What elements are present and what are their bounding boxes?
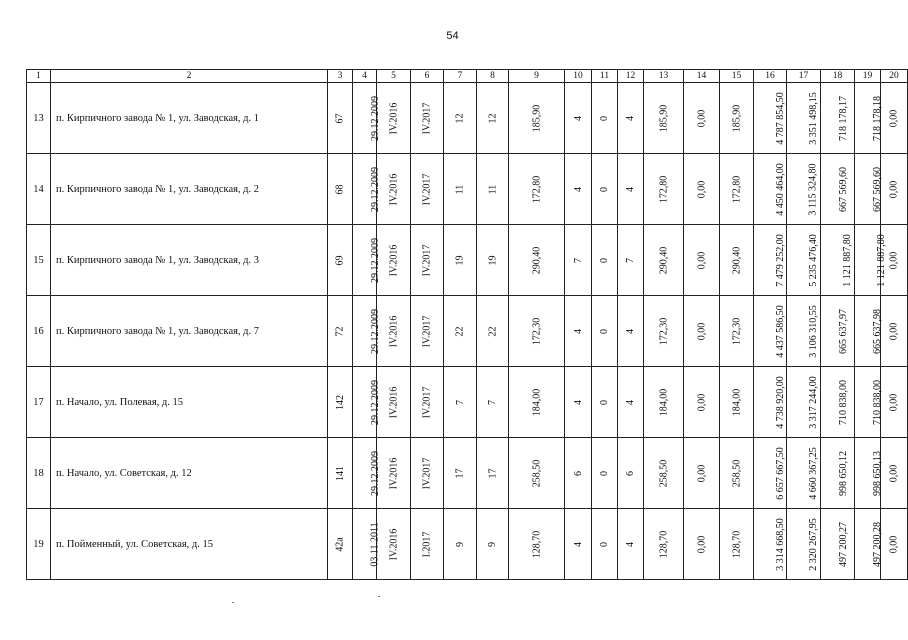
table-cell	[509, 83, 565, 154]
cell-value: 29.12.2009	[370, 450, 381, 496]
table-cell	[644, 296, 684, 367]
cell-value: 29.12.2009	[370, 379, 381, 425]
table-cell	[328, 296, 353, 367]
table-cell	[787, 225, 821, 296]
cell-value: 0,00	[888, 251, 900, 269]
cell-value: IV.2017	[421, 102, 433, 134]
table-row	[27, 438, 908, 509]
table-cell	[618, 83, 644, 154]
table-row	[27, 225, 908, 296]
table-cell	[855, 509, 881, 580]
table-cell	[377, 225, 411, 296]
column-header: 1	[27, 70, 51, 83]
table-cell: п. Кирпичного завода № 1, ул. Заводская, д. 2	[51, 154, 328, 225]
table-cell	[684, 83, 720, 154]
cell-value: IV.2017	[421, 244, 433, 276]
cell-value: 128,70	[731, 530, 742, 558]
table-cell	[477, 438, 509, 509]
cell-value: 7 479 252,00	[774, 233, 786, 287]
cell-value: 42а	[334, 536, 346, 552]
table-cell	[411, 296, 444, 367]
table-cell	[353, 225, 381, 296]
cell-value: 03.11.2011	[369, 521, 381, 567]
cell-value: 29.12.2009	[370, 308, 381, 354]
cell-value: 4	[572, 186, 584, 192]
cell-value: 4	[572, 541, 584, 547]
column-header: 11	[592, 70, 618, 83]
table-cell	[328, 154, 353, 225]
cell-value: 4	[572, 399, 584, 405]
table-cell	[720, 83, 754, 154]
column-header: 13	[644, 70, 684, 83]
table-cell	[377, 438, 411, 509]
table-cell	[821, 438, 855, 509]
table-cell	[444, 509, 477, 580]
cell-value: 4 787 854,50	[774, 91, 786, 145]
cell-value: 0,00	[696, 535, 707, 553]
cell-value: 6	[625, 470, 636, 476]
cell-value: 185,90	[531, 104, 542, 132]
cell-value: 718 178,17	[838, 95, 849, 141]
table-cell	[821, 154, 855, 225]
table-cell	[592, 367, 618, 438]
cell-value: 667 569,60	[838, 166, 849, 212]
table-cell	[644, 509, 684, 580]
table-cell	[509, 509, 565, 580]
table-cell	[509, 367, 565, 438]
cell-value: 4	[625, 115, 636, 121]
cell-value: 185,90	[731, 104, 742, 132]
table-cell	[565, 154, 592, 225]
cell-value: 0,00	[696, 109, 707, 127]
table-cell	[754, 83, 787, 154]
table-cell	[881, 367, 908, 438]
table-cell	[881, 83, 908, 154]
cell-value: 0	[599, 186, 610, 192]
scan-speck	[232, 602, 234, 603]
header-row	[27, 70, 908, 83]
cell-value: 128,70	[658, 530, 669, 558]
table-cell	[509, 225, 565, 296]
table-cell	[720, 509, 754, 580]
cell-value: 172,80	[531, 175, 542, 203]
table-row	[27, 83, 908, 154]
table-cell	[720, 367, 754, 438]
table-cell	[328, 438, 353, 509]
column-header: 6	[411, 70, 444, 83]
table-cell	[565, 438, 592, 509]
cell-value: 0,00	[888, 464, 900, 482]
table-cell	[684, 438, 720, 509]
table-cell	[684, 296, 720, 367]
table-cell	[720, 438, 754, 509]
table-cell	[618, 509, 644, 580]
cell-value: 184,00	[531, 388, 542, 416]
cell-value: 4	[625, 186, 636, 192]
cell-value: 172,30	[731, 317, 742, 345]
cell-value: 22	[487, 326, 498, 336]
table-cell	[565, 509, 592, 580]
table-cell	[855, 83, 881, 154]
table-cell	[855, 296, 881, 367]
cell-value: IV.2017	[421, 315, 433, 347]
table-cell	[644, 367, 684, 438]
cell-value: IV.2016	[387, 457, 399, 489]
cell-value: 0,00	[888, 109, 900, 127]
column-header: 9	[509, 70, 565, 83]
table-cell	[477, 154, 509, 225]
cell-value: 0,00	[696, 393, 707, 411]
cell-value: 0,00	[888, 322, 900, 340]
scan-speck	[378, 596, 380, 597]
table-cell	[754, 296, 787, 367]
table-cell	[411, 509, 444, 580]
cell-value: 497 200,28	[872, 521, 883, 567]
cell-value: 184,00	[658, 388, 669, 416]
cell-value: 0,00	[888, 535, 900, 553]
table-cell: п. Начало, ул. Советская, д. 12	[51, 438, 328, 509]
table-cell	[754, 225, 787, 296]
cell-value: I.2017	[421, 531, 433, 557]
table-cell	[787, 367, 821, 438]
table-cell	[411, 438, 444, 509]
table-cell	[787, 438, 821, 509]
table-cell	[592, 154, 618, 225]
column-header: 17	[787, 70, 821, 83]
table-cell: 13	[27, 83, 51, 154]
table-cell	[644, 154, 684, 225]
cell-value: 290,40	[731, 246, 742, 274]
cell-value: 998 650,13	[872, 450, 883, 496]
cell-value: 4	[572, 115, 584, 121]
cell-value: 184,00	[731, 388, 742, 416]
table-cell	[821, 296, 855, 367]
cell-value: 0	[599, 328, 610, 334]
table-cell	[444, 225, 477, 296]
cell-value: IV.2016	[387, 315, 399, 347]
table-cell	[618, 296, 644, 367]
cell-value: 72	[334, 326, 346, 336]
column-header: 16	[754, 70, 787, 83]
table-cell	[881, 509, 908, 580]
column-header: 8	[477, 70, 509, 83]
table-cell	[565, 367, 592, 438]
table-cell	[377, 154, 411, 225]
cell-value: 258,50	[658, 459, 669, 487]
cell-value: 667 569,60	[872, 166, 883, 212]
cell-value: 4	[625, 399, 636, 405]
table-cell	[411, 225, 444, 296]
table-cell: п. Начало, ул. Полевая, д. 15	[51, 367, 328, 438]
cell-value: 9	[487, 541, 498, 547]
cell-value: 4	[572, 328, 584, 334]
table-cell	[644, 83, 684, 154]
table-cell	[377, 296, 411, 367]
column-header: 20	[881, 70, 908, 83]
table-cell	[565, 225, 592, 296]
table-cell	[821, 83, 855, 154]
cell-value: 141	[334, 465, 346, 481]
table-cell	[477, 83, 509, 154]
data-table	[26, 69, 908, 580]
table-cell	[353, 83, 381, 154]
page-number: 54	[446, 30, 459, 42]
cell-value: 7	[572, 257, 584, 263]
table-cell	[787, 154, 821, 225]
cell-value: 4	[625, 541, 636, 547]
table-cell	[565, 83, 592, 154]
cell-value: 710 838,00	[838, 379, 849, 425]
table-cell: 14	[27, 154, 51, 225]
cell-value: 0	[599, 115, 610, 121]
cell-value: 11	[486, 184, 498, 194]
cell-value: 172,80	[658, 175, 669, 203]
table-cell	[411, 367, 444, 438]
cell-value: IV.2017	[421, 386, 433, 418]
cell-value: 0,00	[888, 180, 900, 198]
cell-value: IV.2017	[421, 173, 433, 205]
cell-value: 6 657 667,50	[774, 446, 786, 500]
column-header: 2	[51, 70, 328, 83]
cell-value: 998 650,12	[838, 450, 849, 496]
table-cell	[754, 367, 787, 438]
cell-value: 19	[487, 255, 498, 265]
table-cell	[787, 83, 821, 154]
table-cell	[684, 154, 720, 225]
cell-value: 4 450 464,00	[774, 162, 786, 216]
table-cell	[618, 154, 644, 225]
table-cell	[328, 367, 353, 438]
table-cell	[821, 225, 855, 296]
table-cell	[821, 509, 855, 580]
table-cell	[509, 154, 565, 225]
table-cell	[787, 509, 821, 580]
table-cell	[720, 225, 754, 296]
cell-value: 0,00	[888, 393, 900, 411]
table-cell	[618, 367, 644, 438]
cell-value: 665 637,97	[838, 308, 849, 354]
cell-value: 1 121 887,80	[875, 233, 887, 287]
cell-value: 29.12.2009	[370, 95, 381, 141]
cell-value: 12	[487, 113, 498, 123]
cell-value: 29.12.2009	[370, 237, 381, 283]
cell-value: IV.2016	[387, 528, 399, 560]
cell-value: 497 200,27	[838, 521, 849, 567]
column-header: 15	[720, 70, 754, 83]
cell-value: 3 106 310,55	[807, 304, 819, 358]
table-row	[27, 367, 908, 438]
table-cell	[881, 296, 908, 367]
table-cell	[684, 225, 720, 296]
cell-value: 0	[599, 470, 610, 476]
cell-value: 22	[454, 326, 466, 336]
table-cell	[592, 438, 618, 509]
table-cell	[684, 509, 720, 580]
table-cell	[881, 438, 908, 509]
table-cell: п. Пойменный, ул. Советская, д. 15	[51, 509, 328, 580]
table-cell	[787, 296, 821, 367]
cell-value: 19	[454, 255, 466, 265]
column-header: 4	[353, 70, 377, 83]
table-cell	[618, 225, 644, 296]
cell-value: 290,40	[531, 246, 542, 274]
table-cell	[684, 367, 720, 438]
cell-value: 0,00	[696, 322, 707, 340]
cell-value: 29.12.2009	[370, 166, 381, 212]
cell-value: 4 437 586,50	[774, 304, 786, 358]
cell-value: 258,50	[731, 459, 742, 487]
column-header: 18	[821, 70, 855, 83]
cell-value: 3 351 498,15	[807, 91, 819, 145]
cell-value: IV.2016	[387, 173, 399, 205]
table-cell	[353, 367, 381, 438]
cell-value: IV.2016	[387, 386, 399, 418]
cell-value: 290,40	[658, 246, 669, 274]
cell-value: 710 838,00	[872, 379, 883, 425]
cell-value: 3 115 324,80	[807, 162, 819, 216]
table-cell: 15	[27, 225, 51, 296]
table-cell	[592, 83, 618, 154]
table-row	[27, 296, 908, 367]
table-row	[27, 154, 908, 225]
table-cell	[565, 296, 592, 367]
cell-value: 68	[334, 184, 346, 194]
cell-value: 0,00	[696, 464, 707, 482]
table-cell	[477, 367, 509, 438]
table-cell	[618, 438, 644, 509]
cell-value: 0	[599, 541, 610, 547]
cell-value: 1 121 887,80	[841, 233, 853, 287]
cell-value: 6	[572, 470, 584, 476]
table-cell	[509, 296, 565, 367]
table-cell	[644, 225, 684, 296]
cell-value: 7	[487, 399, 498, 405]
cell-value: 0,00	[696, 251, 707, 269]
cell-value: 258,50	[531, 459, 542, 487]
cell-value: 0,00	[696, 180, 707, 198]
table-cell	[720, 154, 754, 225]
table-cell	[377, 509, 411, 580]
cell-value: 67	[334, 113, 346, 123]
table-cell	[411, 154, 444, 225]
cell-value: 12	[454, 113, 466, 123]
cell-value: 172,80	[731, 175, 742, 203]
table-cell	[644, 438, 684, 509]
table-cell	[477, 509, 509, 580]
table-cell	[444, 296, 477, 367]
table-cell: 19	[27, 509, 51, 580]
table-row	[27, 509, 908, 580]
cell-value: 7	[454, 399, 466, 405]
cell-value: 4 660 367,25	[807, 446, 819, 500]
table-cell	[477, 296, 509, 367]
table-cell	[754, 438, 787, 509]
cell-value: 17	[454, 468, 466, 478]
cell-value: 185,90	[658, 104, 669, 132]
table-cell	[444, 438, 477, 509]
table-cell	[881, 154, 908, 225]
cell-value: 3 314 668,50	[774, 517, 786, 571]
table-cell	[353, 154, 381, 225]
table-cell: п. Кирпичного завода № 1, ул. Заводская, д. 3	[51, 225, 328, 296]
table-cell	[855, 438, 881, 509]
column-header: 7	[444, 70, 477, 83]
table-cell	[328, 83, 353, 154]
cell-value: 69	[334, 255, 346, 265]
table-cell: 18	[27, 438, 51, 509]
column-header: 5	[377, 70, 411, 83]
cell-value: 128,70	[531, 530, 542, 558]
cell-value: 4 738 920,00	[774, 375, 786, 429]
cell-value: 142	[334, 394, 346, 410]
table-cell	[377, 83, 411, 154]
table-cell	[444, 154, 477, 225]
column-header: 12	[618, 70, 644, 83]
table-cell	[353, 296, 381, 367]
table-cell: п. Кирпичного завода № 1, ул. Заводская, д. 7	[51, 296, 328, 367]
cell-value: 0	[599, 399, 610, 405]
cell-value: 172,30	[658, 317, 669, 345]
cell-value: 7	[625, 257, 636, 263]
column-header: 14	[684, 70, 720, 83]
table-cell	[444, 83, 477, 154]
table-cell	[855, 367, 881, 438]
table-cell: 17	[27, 367, 51, 438]
table-cell	[477, 225, 509, 296]
table-cell	[328, 225, 353, 296]
table-cell	[328, 509, 353, 580]
table-cell	[592, 509, 618, 580]
cell-value: 17	[487, 468, 498, 478]
column-header: 10	[565, 70, 592, 83]
table-cell: п. Кирпичного завода № 1, ул. Заводская, д. 1	[51, 83, 328, 154]
table-cell	[754, 154, 787, 225]
cell-value: 9	[454, 541, 466, 547]
table-cell	[754, 509, 787, 580]
table-cell	[509, 438, 565, 509]
table-cell	[377, 367, 411, 438]
table-cell	[444, 367, 477, 438]
cell-value: 665 637,98	[872, 308, 883, 354]
table-cell	[592, 296, 618, 367]
cell-value: 4	[625, 328, 636, 334]
cell-value: 5 235 476,40	[807, 233, 819, 287]
column-header: 3	[328, 70, 353, 83]
cell-value: 0	[599, 257, 610, 263]
table-cell	[411, 83, 444, 154]
cell-value: IV.2016	[387, 244, 399, 276]
cell-value: IV.2016	[387, 102, 399, 134]
cell-value: 718 178,18	[872, 95, 883, 141]
column-header: 19	[855, 70, 881, 83]
table-cell	[353, 509, 381, 580]
cell-value: 2 320 267,95	[807, 517, 819, 571]
table-cell	[855, 154, 881, 225]
table-cell	[592, 225, 618, 296]
table-cell	[821, 367, 855, 438]
table-cell: 16	[27, 296, 51, 367]
table-cell	[353, 438, 381, 509]
table-cell	[720, 296, 754, 367]
cell-value: IV.2017	[421, 457, 433, 489]
cell-value: 11	[454, 184, 466, 194]
cell-value: 3 317 244,00	[807, 375, 819, 429]
cell-value: 172,30	[531, 317, 542, 345]
table-cell	[855, 225, 887, 296]
